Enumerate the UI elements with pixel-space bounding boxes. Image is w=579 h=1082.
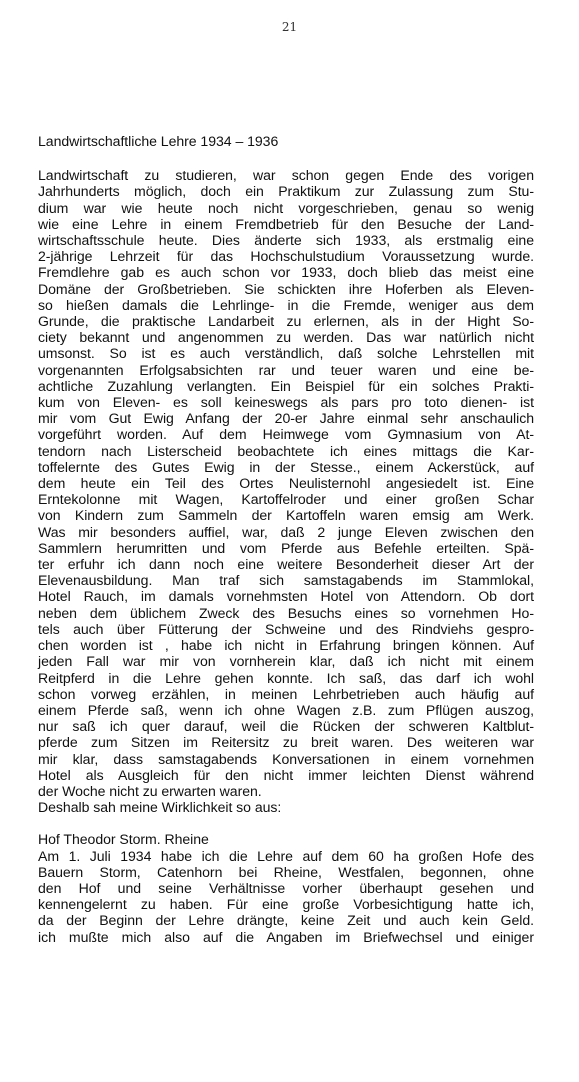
body-paragraph-2 (38, 848, 534, 945)
text-line: kum von Eleven- es soll keineswegs als pars pro toto dienen- ist (38, 394, 534, 411)
text-line: neben dem üblichem Zweck des Besuchs eines so vornehmen Ho- (38, 604, 534, 621)
text-line: Sammlern herumritten und vom Pferde aus Befehle erteilten. Spä- (38, 539, 534, 556)
text-line: Domäne der Großbetrieben. Sie schickten ihre Hoferben als Eleven- (38, 280, 534, 297)
text-line: ciety bekannt und angenommen zu werden. Das war natürlich nicht (38, 329, 534, 346)
text-line: Reitpferd in die Lehre gehen konnte. Ich saß, das darf ich wohl (38, 669, 534, 686)
text-line: Fremdlehre gab es auch schon vor 1933, doch blieb das meist eine (38, 264, 534, 281)
body-paragraph-1 (38, 167, 534, 815)
text-line: Was mir besonders auffiel, war, daß 2 junge Eleven zwischen den (38, 523, 534, 540)
text-line: toffelernte des Gutes Ewig in der Stesse., einem Ackerstück, auf (38, 458, 534, 475)
text-line: wirtschaftsschule heute. Dies änderte sich 1933, als erstmalig eine (38, 232, 534, 249)
text-line: den Hof und seine Verhältnisse vorher überhaupt gesehen und (38, 879, 534, 896)
text-line: tels auch über Fütterung der Schweine und des Rindviehs gespro- (38, 620, 534, 637)
page-number: 21 (281, 20, 298, 34)
text-line: achtliche Zuzahlung verlangten. Ein Beispiel für ein solches Prakti- (38, 377, 534, 394)
text-line: der Woche nicht zu erwarten waren. (38, 782, 262, 799)
text-line: dium war wie heute noch nicht vorgeschrieben, genau so wenig (38, 199, 534, 216)
text-line: umsonst. So ist es auch verständlich, daß solche Lehrstellen mit (38, 345, 534, 362)
text-line: Jahrhunderts möglich, doch ein Praktikum zur Zulassung zum Stu- (38, 183, 534, 200)
text-line: so hießen damals die Lehrlinge- in die Fremde, weniger aus dem (38, 296, 534, 313)
text-line: mir klar, dass samstagabends Konversationen in einem vornehmen (38, 750, 534, 767)
text-line: Elevenausbildung. Man traf sich samstagabends im Stammlokal, (38, 572, 534, 589)
text-line: einem Pferde saß, wenn ich ohne Wagen z.B. zum Pflügen auszog, (38, 701, 534, 718)
subsection-title: Hof Theodor Storm. Rheine (38, 831, 209, 848)
text-line: Erntekolonne mit Wagen, Kartoffelroder und einer großen Schar (38, 491, 534, 508)
text-line: Hotel als Ausgleich für den nicht immer leichten Dienst während (38, 766, 534, 783)
text-line: 2-jährige Lehrzeit für das Hochschulstudium Voraussetzung wurde. (38, 248, 534, 265)
text-line: nur saß ich quer darauf, weil die Rücken der schweren Kaltblut- (38, 718, 534, 735)
text-line: vorgenannten Erfolgsabsichten rar und teuer waren und eine be- (38, 361, 534, 378)
text-line: wie eine Lehre in einem Fremdbetrieb für den Besuche der Land- (38, 215, 534, 232)
text-line: vorgeführt worden. Auf dem Heimwege vom Gymnasium von At- (38, 426, 534, 443)
text-line: mir vom Gut Ewig Anfang der 20-er Jahre einmal sehr anschaulich (38, 410, 534, 427)
text-line: pferde zum Sitzen im Reitersitz zu breit waren. Des weiteren war (38, 734, 534, 751)
text-line: Am 1. Juli 1934 habe ich die Lehre auf dem 60 ha großen Hofe des (38, 847, 534, 864)
text-line: kennengelernt zu haben. Für eine große Vorbesichtigung hatte ich, (38, 896, 534, 913)
text-line: Hotel Rauch, im damals vornehmsten Hotel von Attendorn. Ob dort (38, 588, 534, 605)
text-line: ich mußte mich also auf die Angaben im Briefwechsel und einiger (38, 928, 534, 945)
text-line: dem heute ein Teil des Ortes Neulisternohl angesiedelt ist. Eine (38, 475, 534, 492)
text-line: von Kindern zum Sammeln der Kartoffeln waren emsig am Werk. (38, 507, 534, 524)
text-line: chen worden ist , habe ich nicht in Erfahrung bringen können. Auf (38, 637, 534, 654)
section-title: Landwirtschaftliche Lehre 1934 – 1936 (38, 133, 279, 149)
text-line: Landwirtschaft zu studieren, war schon gegen Ende des vorigen (38, 167, 534, 184)
text-line: Bauern Storm, Catenhorn bei Rheine, Westfalen, begonnen, ohne (38, 863, 534, 880)
text-line: tendorn nach Listerscheid beobachtete ich eines mittags die Kar- (38, 442, 534, 459)
text-line: Deshalb sah meine Wirklichkeit so aus: (38, 799, 282, 816)
text-line: Grunde, die praktische Landarbeit zu erlernen, als in der Hight So- (38, 313, 534, 330)
page-content (38, 133, 534, 945)
text-line: ter erfuhr ich dann noch eine weitere Besonderheit dieser Art der (38, 556, 534, 573)
text-line: da der Beginn der Lehre drängte, keine Zeit und auch kein Geld. (38, 912, 534, 929)
text-line: jeden Fall war mir von vornherein klar, daß ich nicht mit einem (38, 653, 534, 670)
text-line: schon vorweg erzählen, in meinen Lehrbetrieben auch häufig auf (38, 685, 534, 702)
